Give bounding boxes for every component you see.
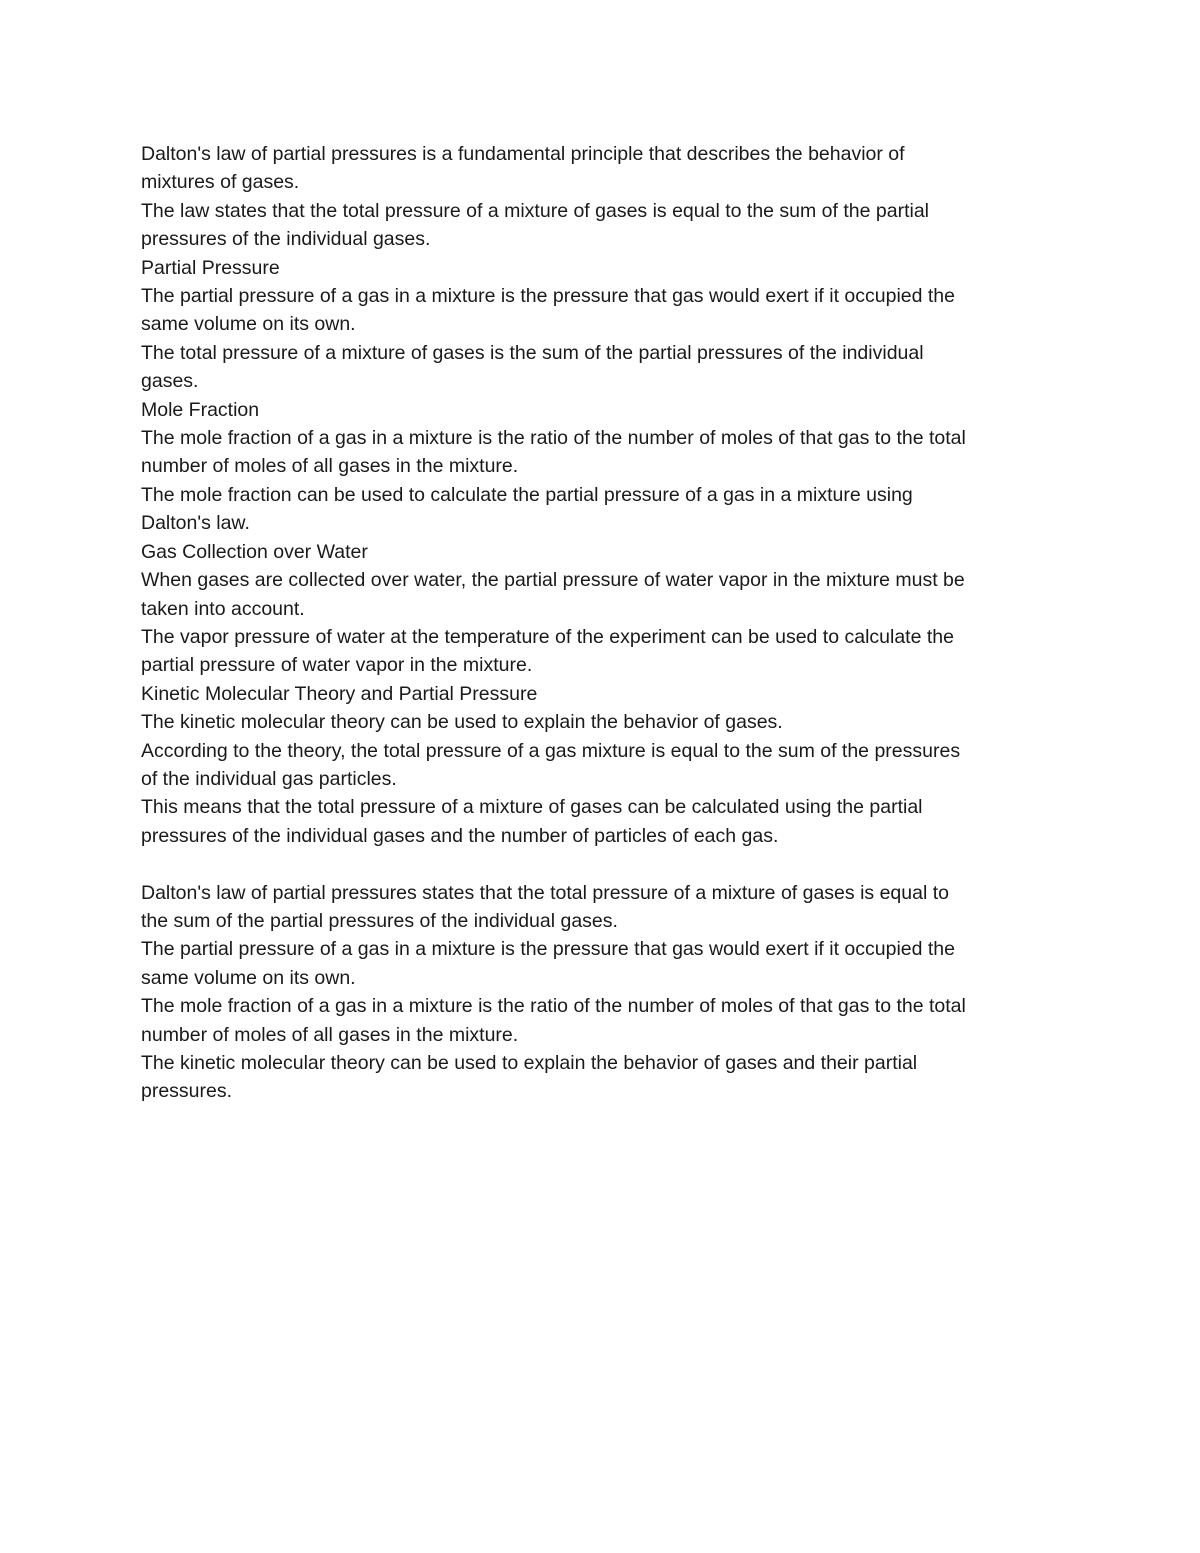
document-body — [141, 140, 1071, 1106]
text-line: pressures of the individual gases and the number of particles of each gas. — [141, 824, 779, 847]
text-line: partial pressure of water vapor in the mixture. — [141, 654, 533, 677]
text-line: number of moles of all gases in the mixture. — [141, 1023, 519, 1046]
text-line: Dalton's law. — [141, 512, 250, 535]
text-line: This means that the total pressure of a mixture of gases can be calculated using the partial — [141, 796, 923, 819]
paragraph-theory-statement — [141, 737, 1071, 794]
text-line: same volume on its own. — [141, 313, 356, 336]
heading-gas-collection: Gas Collection over Water — [141, 540, 368, 563]
paragraph-dalton-intro — [141, 140, 1071, 197]
text-line: The mole fraction can be used to calculate the partial pressure of a gas in a mixture using — [141, 483, 913, 506]
text-line: pressures. — [141, 1080, 233, 1103]
paragraph-summary-dalton — [141, 879, 1071, 936]
paragraph-mole-fraction-definition — [141, 424, 1071, 481]
paragraph-partial-pressure-definition — [141, 282, 1071, 339]
text-line: The partial pressure of a gas in a mixture is the pressure that gas would exert if it occupied the — [141, 938, 956, 961]
paragraph-theory-implication — [141, 793, 1071, 850]
text-line: pressures of the individual gases. — [141, 228, 431, 251]
text-line: The total pressure of a mixture of gases is the sum of the partial pressures of the individual — [141, 341, 924, 364]
text-line: same volume on its own. — [141, 966, 356, 989]
paragraph-summary-mole-fraction — [141, 992, 1071, 1049]
text-line: gases. — [141, 370, 199, 393]
heading-mole-fraction: Mole Fraction — [141, 398, 260, 421]
paragraph-kinetic-theory — [141, 708, 1071, 736]
text-line: Dalton's law of partial pressures is a fundamental principle that describes the behavior of — [141, 143, 905, 165]
paragraph-summary-kinetic-theory — [141, 1049, 1071, 1106]
paragraph-total-pressure — [141, 339, 1071, 396]
text-line: The mole fraction of a gas in a mixture is the ratio of the number of moles of that gas to the total — [141, 427, 966, 450]
paragraph-gas-collection — [141, 566, 1071, 623]
text-line: The partial pressure of a gas in a mixture is the pressure that gas would exert if it occupied the — [141, 285, 956, 308]
text-line: the sum of the partial pressures of the individual gases. — [141, 909, 618, 932]
paragraph-vapor-pressure — [141, 623, 1071, 680]
heading-partial-pressure: Partial Pressure — [141, 256, 280, 279]
text-line: The kinetic molecular theory can be used to explain the behavior of gases and their partial — [141, 1051, 918, 1074]
text-line: Dalton's law of partial pressures states that the total pressure of a mixture of gases is equal to — [141, 881, 949, 904]
text-line: number of moles of all gases in the mixture. — [141, 455, 519, 478]
paragraph-summary-partial-pressure — [141, 935, 1071, 992]
text-line: The kinetic molecular theory can be used to explain the behavior of gases. — [141, 711, 783, 734]
heading-kinetic-theory: Kinetic Molecular Theory and Partial Pressure — [141, 682, 538, 705]
paragraph-mole-fraction-usage — [141, 481, 1071, 538]
text-line: taken into account. — [141, 597, 305, 620]
text-line: of the individual gas particles. — [141, 767, 397, 790]
text-line: The law states that the total pressure of a mixture of gases is equal to the sum of the partial — [141, 199, 929, 222]
paragraph-law-statement — [141, 197, 1071, 254]
text-line: The mole fraction of a gas in a mixture is the ratio of the number of moles of that gas to the total — [141, 995, 966, 1018]
text-line: The vapor pressure of water at the temperature of the experiment can be used to calculate the — [141, 625, 954, 648]
text-line: When gases are collected over water, the partial pressure of water vapor in the mixture must be — [141, 569, 965, 592]
blank-line — [141, 850, 1071, 878]
text-line: mixtures of gases. — [141, 171, 300, 194]
text-line: According to the theory, the total pressure of a gas mixture is equal to the sum of the pressures — [141, 739, 961, 762]
